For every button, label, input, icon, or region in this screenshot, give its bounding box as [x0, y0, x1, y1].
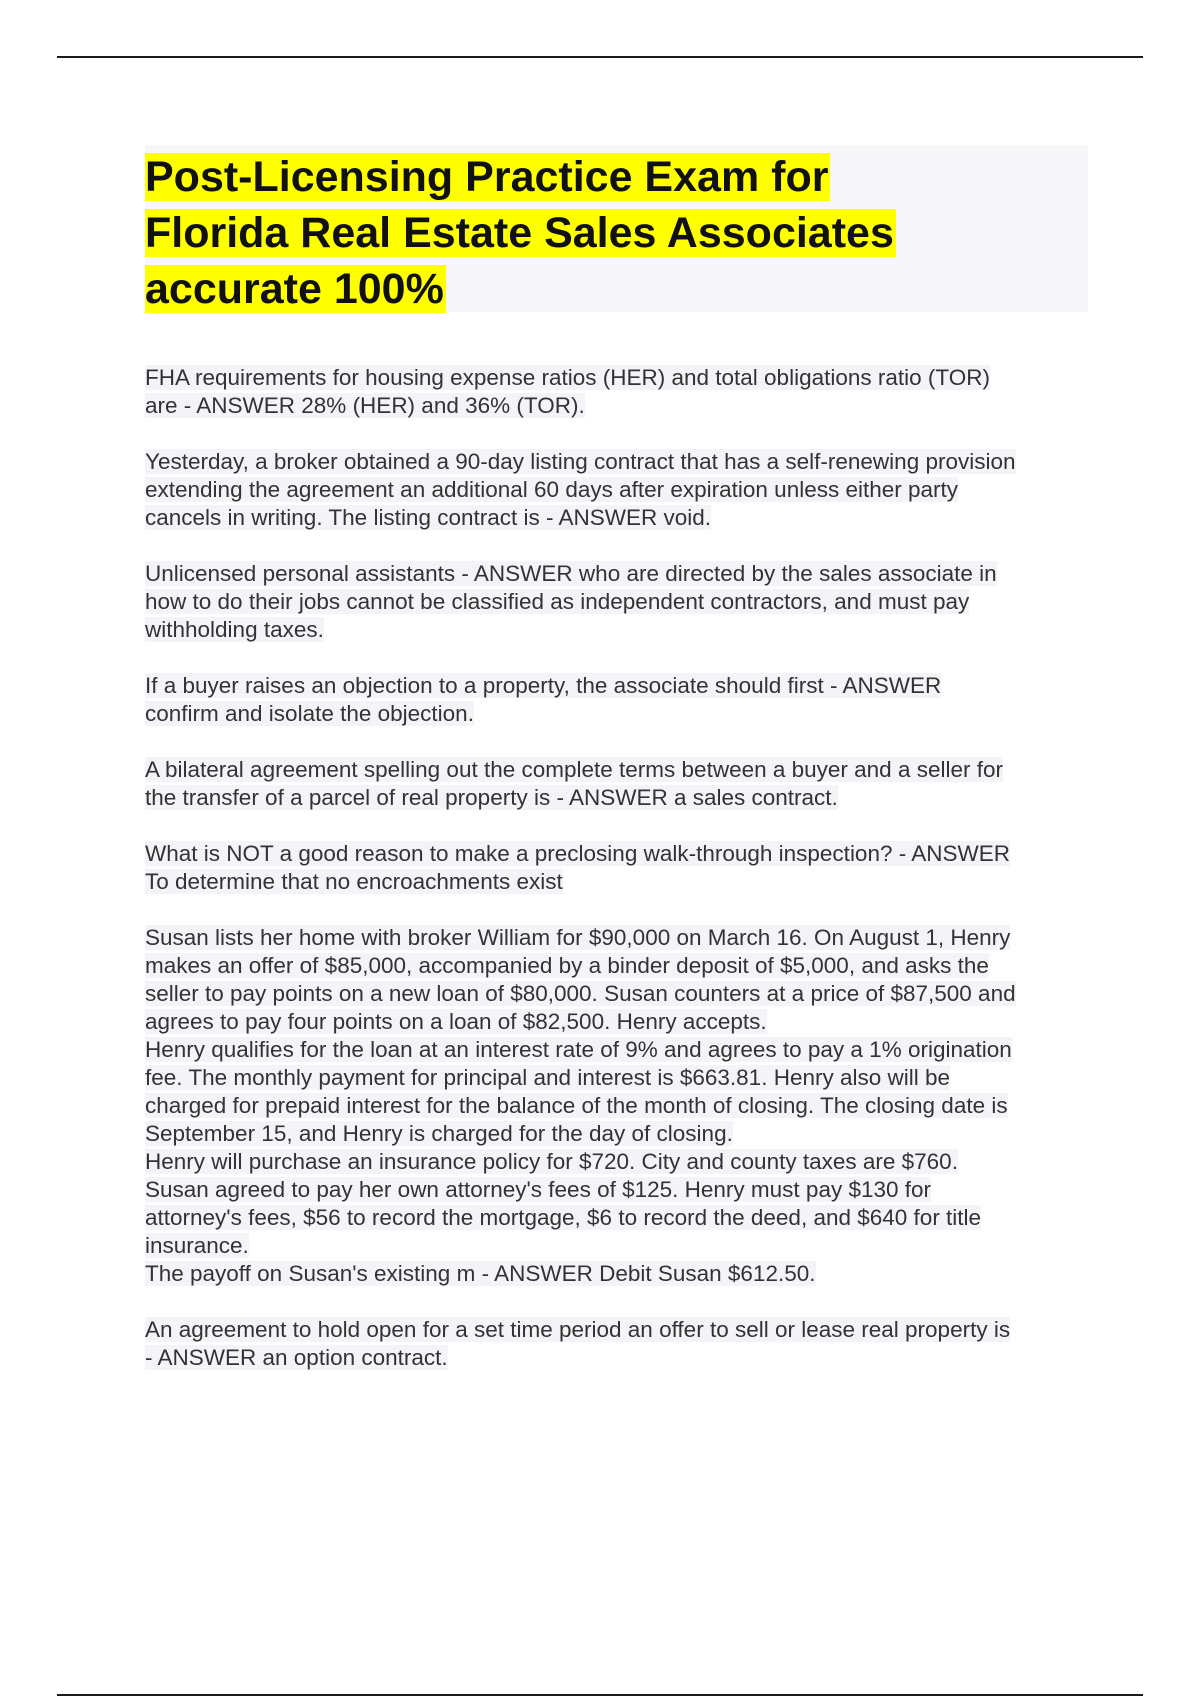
qa-item-closing-scenario: Susan lists her home with broker William for $90,000 on March 16. On August 1, Henry makes an offer of $85,000, accompanied by a binder deposit of $5,000, and asks the seller to pay points on a new loan of $80,000. Susan counters at a price of $87,500 and agrees to pay four points on a loan of $82,500. Henry accepts. Henry qualifies for the loan at an interest rate of 9% and agrees to pay a 1% origination fee. The monthly payment for principal and interest is $663.81. Henry also will be charged for prepaid interest for the balance of the month of closing. The closing date is September 15, and Henry is charged for the day of closing. Henry will purchase an insurance policy for $720. City and county taxes are $760. Susan agreed to pay her own attorney's fees of $125. Henry must pay $130 for attorney's fees, $56 to record the mortgage, $6 to record the deed, and $640 for title insurance. The payoff on Susan's existing m - ANSWER Debit Susan $612.50. — [145, 925, 1016, 1286]
qa-item-personal-assistants: Unlicensed personal assistants - ANSWER who are directed by the sales associate in how to do their jobs cannot be classified as independent contractors, and must pay withholding taxes. — [145, 561, 997, 642]
qa-item-buyer-objection: If a buyer raises an objection to a property, the associate should first - ANSWER confirm and isolate the objection. — [145, 673, 942, 726]
qa-item-walkthrough: What is NOT a good reason to make a preclosing walk-through inspection? - ANSWER To determine that no encroachments exist — [145, 841, 1010, 894]
qa-item-option-contract: An agreement to hold open for a set time period an offer to sell or lease real property is - ANSWER an option contract. — [145, 1317, 1011, 1370]
qa-item-fha-ratios: FHA requirements for housing expense ratios (HER) and total obligations ratio (TOR) are - ANSWER 28% (HER) and 36% (TOR). — [145, 365, 990, 418]
qa-item-bilateral-agreement: A bilateral agreement spelling out the complete terms between a buyer and a seller for the transfer of a parcel of real property is - ANSWER a sales contract. — [145, 757, 1003, 810]
title-line-1: Post-Licensing Practice Exam for — [145, 153, 829, 201]
title-block — [145, 145, 1088, 312]
qa-item-listing-contract: Yesterday, a broker obtained a 90-day listing contract that has a self-renewing provision extending the agreement an additional 60 days after expiration unless either party cancels in writing. The listing contract is - ANSWER void. — [145, 449, 1016, 530]
title-line-3: accurate 100% — [145, 265, 444, 313]
document-title — [145, 145, 1088, 317]
title-line-2: Florida Real Estate Sales Associates — [145, 209, 894, 257]
bottom-rule — [57, 1694, 1143, 1696]
question-list — [145, 364, 1095, 1400]
top-rule — [57, 56, 1143, 58]
